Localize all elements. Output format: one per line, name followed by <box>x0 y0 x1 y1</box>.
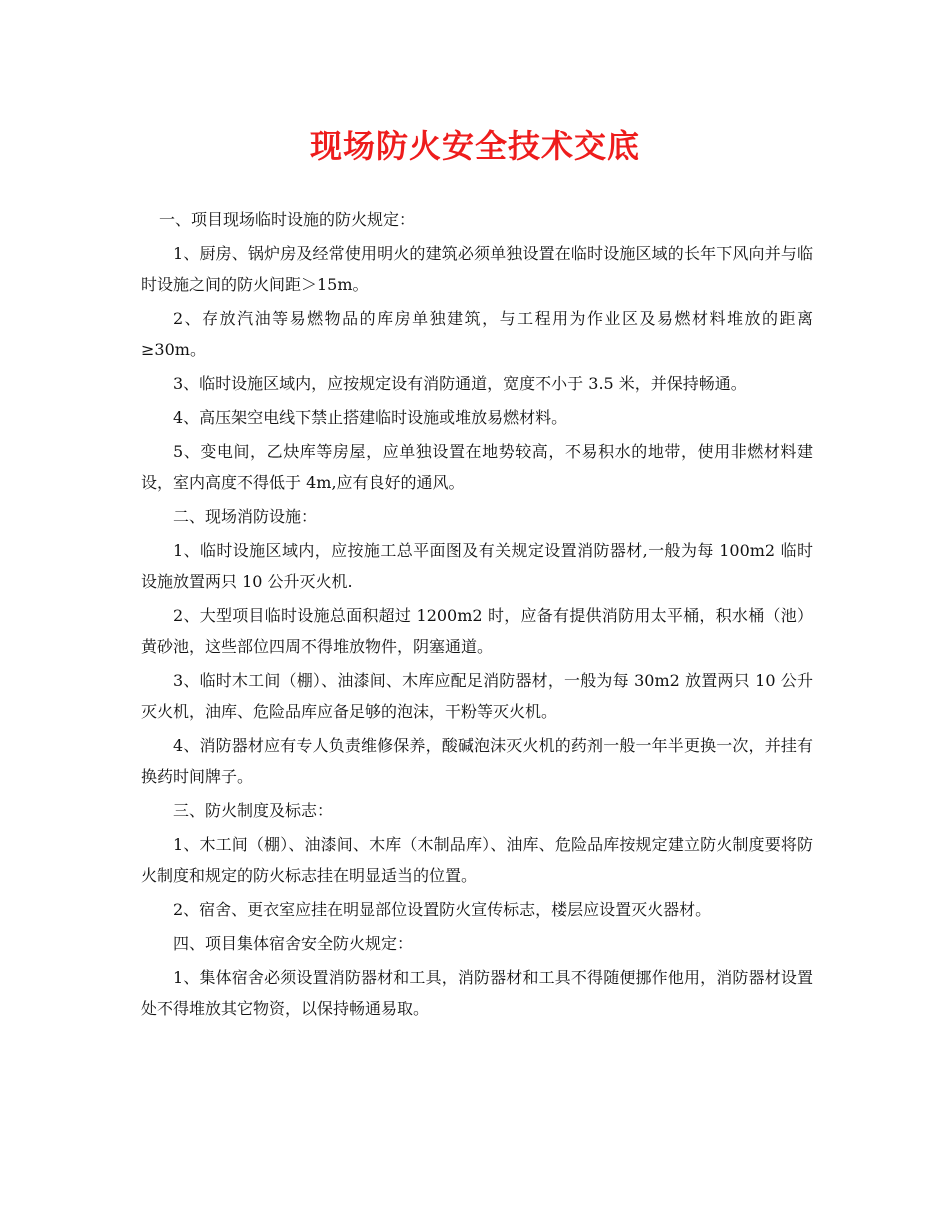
section-heading-3: 三、防火制度及标志： <box>173 801 334 820</box>
page-title: 现场防火安全技术交底 <box>309 127 640 165</box>
paragraph-1-3: 3、临时设施区域内，应按规定设有消防通道，宽度不小于 3.5 米，并保持畅通。 <box>173 374 747 393</box>
paragraph-3-1: 1、木工间（棚）、油漆间、木库（木制品库）、油库、危险品库按规定建立防火制度要将防火制度和规定的防火标志挂在明显适当的位置。 <box>141 835 813 885</box>
section-heading-2: 二、现场消防设施： <box>173 507 318 526</box>
paragraph-4-1: 1、集体宿舍必须设置消防器材和工具，消防器材和工具不得随便挪作他用，消防器材设置处不得堆放其它物资，以保持畅通易取。 <box>141 968 813 1018</box>
paragraph-3-2: 2、宿舍、更衣室应挂在明显部位设置防火宣传标志，楼层应设置灭火器材。 <box>173 900 712 919</box>
section-heading-1: 一、项目现场临时设施的防火规定： <box>159 210 416 229</box>
document-body <box>141 204 813 1027</box>
paragraph-2-4: 4、消防器材应有专人负责维修保养，酸碱泡沫灭火机的药剂一般一年半更换一次，并挂有换药时间牌子。 <box>141 736 813 786</box>
paragraph-1-2: 2、存放汽油等易燃物品的库房单独建筑，与工程用为作业区及易燃材料堆放的距离≥30m。 <box>141 309 813 359</box>
section-heading-4: 四、项目集体宿舍安全防火规定： <box>173 934 414 953</box>
paragraph-1-5: 5、变电间，乙炔库等房屋，应单独设置在地势较高，不易积水的地带，使用非燃材料建设，室内高度不得低于 4m,应有良好的通风。 <box>141 442 813 492</box>
paragraph-2-3: 3、临时木工间（棚）、油漆间、木库应配足消防器材，一般为每 30m2 放置两只 10 公升灭火机，油库、危险品库应备足够的泡沫，干粉等灭火机。 <box>141 671 813 721</box>
paragraph-2-1: 1、临时设施区域内，应按施工总平面图及有关规定设置消防器材,一般为每 100m2 临时设施放置两只 10 公升灭火机. <box>141 541 813 591</box>
paragraph-2-2: 2、大型项目临时设施总面积超过 1200m2 时，应备有提供消防用太平桶，积水桶（池）黄砂池，这些部位四周不得堆放物件，阴塞通道。 <box>141 606 813 656</box>
paragraph-1-4: 4、高压架空电线下禁止搭建临时设施或堆放易燃材料。 <box>173 408 568 427</box>
paragraph-1-1: 1、厨房、锅炉房及经常使用明火的建筑必须单独设置在临时设施区域的长年下风向并与临时设施之间的防火间距＞15m。 <box>141 244 813 294</box>
